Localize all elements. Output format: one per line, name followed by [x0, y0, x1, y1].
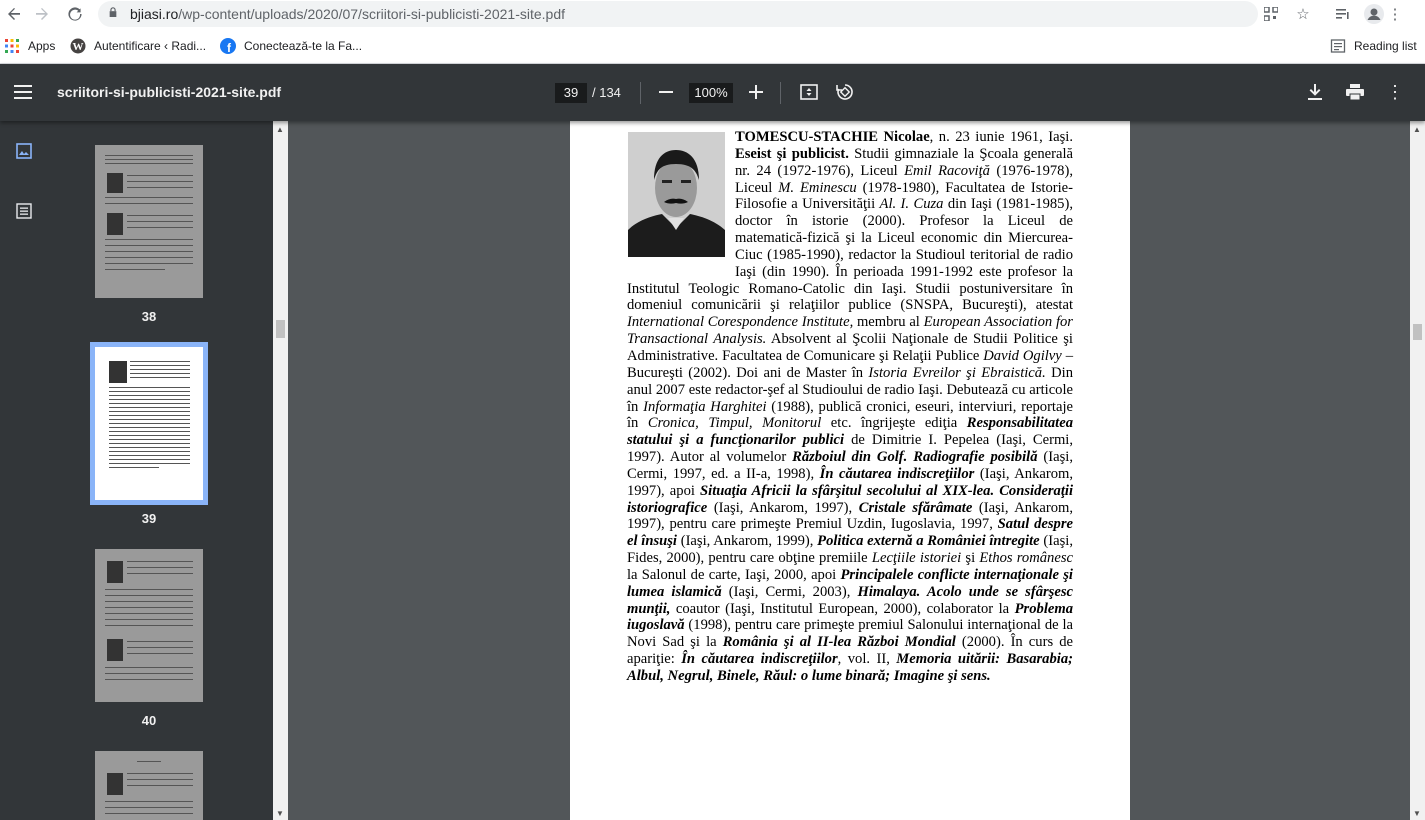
- page-number-input[interactable]: 39: [555, 83, 587, 103]
- toolbar-divider: [780, 82, 781, 104]
- reading-queue-icon[interactable]: [1332, 3, 1354, 25]
- thumbnail-page-number: 40: [141, 713, 157, 728]
- apps-grid-icon: [4, 38, 20, 54]
- page-thumbnail-active[interactable]: [95, 347, 203, 500]
- thumbnails-view-icon[interactable]: [12, 139, 36, 163]
- sidebar-scrollbar[interactable]: ▲ ▼: [273, 121, 288, 820]
- reading-list-button[interactable]: Reading list: [1330, 38, 1417, 54]
- address-bar[interactable]: [98, 1, 1258, 27]
- url-text: bjiasi.ro/wp-content/uploads/2020/07/scriitori-si-publicisti-2021-site.pdf: [130, 6, 565, 22]
- svg-text:W: W: [72, 41, 84, 53]
- zoom-in-icon[interactable]: [744, 80, 768, 104]
- profile-avatar-icon[interactable]: [1363, 3, 1385, 25]
- lock-icon: [108, 7, 118, 17]
- forward-icon[interactable]: [30, 2, 54, 26]
- facebook-icon: [220, 38, 236, 54]
- back-icon[interactable]: [2, 2, 26, 26]
- pdf-page: [570, 121, 1130, 820]
- pdf-viewer[interactable]: [288, 121, 1410, 820]
- zoom-input[interactable]: 100%: [689, 83, 733, 103]
- thumbnail-sidebar: [0, 121, 273, 820]
- reading-list-icon: [1330, 38, 1346, 54]
- qr-code-icon[interactable]: [1260, 3, 1282, 25]
- zoom-out-icon[interactable]: [654, 80, 678, 104]
- author-name: TOMESCU-STACHIE Nicolae: [735, 129, 930, 145]
- page-thumbnail[interactable]: [95, 549, 203, 702]
- biography-text: TOMESCU-STACHIE Nicolae, n. 23 iunie 1961, Iaşi. Eseist şi publicist. Studii gimnaziale la Şcoala generală nr. 24 (1972-1976), Liceul Emil Racoviţă (1976-1978), Liceul M. Eminescu (1978-1980), Facultatea de Istorie-Filosofie a Universităţii Al. I. Cuza din Iaşi (1981-1985), doctor în istorie (2000). Profesor la Liceul de matematică-fizică şi la Liceul economic din Miercurea-Ciuc (1985-1990), redactor la Studioul teritorial de radio Iaşi (din 1990). În perioada 1991-1992 este profesor la Institutul Teologic Romano-Catolic din Iaşi. Studii postuniversitare în domeniul comunicării şi relaţiilor publice (SNSPA, Bucureşti), atestat International Corespondence Institute, membru al European Association for Transactional Analysis. Absolvent al Şcolii Naţionale de Studii Politice şi Administrative. Facultatea de Comunicare şi Relaţii Publice David Ogilvy – Bucureşti (2002). Doi ani de Master în Istoria Evreilor şi Ebraistică. Din anul 2007 este redactor-şef al Studioului de radio Iaşi. Debutează cu articole în Informaţia Harghitei (1988), publică cronici, eseuri, interviuri, reportaje în Cronica, Timpul, Monitorul etc. îngrijeşte ediţia Responsabilitatea statului şi a funcţionarilor publici de Dimitrie I. Pepelea (Iaşi, Cermi, 1997). Autor al volumelor Războiul din Golf. Radiografie posibilă (Iaşi, Cermi, 1997, ed. a II-a, 1998), În căutarea indiscreţiilor (Iaşi, Ankarom, 1997), apoi Situaţia Africii la sfârşitul secolului al XIX-lea. Consideraţii istoriografice (Iaşi, Ankarom, 1997), Cristale sfărâmate (Iaşi, Ankarom, 1997), pentru care primeşte Premiul Uzdin, Iugoslavia, 1997, Satul despre el însuşi (Iaşi, Ankarom, 1999), Politica externă a României întregite (Iaşi, Fides, 2000), pentru care obţine premiile Lecţiile istoriei şi Ethos românesc la Salonul de carte, Iaşi, 2000, apoi Principalele conflicte internaţionale şi lumea islamică (Iaşi, Cermi, 2003), Himalaya. Acolo unde se sfârşesc munţii, coautor (Iaşi, Institutul European, 2000), colaborator la Problema iugoslavă (1998), pentru care primeşte premiul Salonului internaţional de la Novi Sad şi la România şi al II-lea Război Mondial (2000). În curs de apariţie: În căutarea indiscreţiilor, vol. II, Memoria uitării: Basarabia; Albul, Negrul, Binele, Răul: o lume binară; Imagine şi sens.: [627, 129, 1074, 684]
- page-total: / 134: [592, 85, 621, 100]
- document-title: scriitori-si-publicisti-2021-site.pdf: [57, 84, 282, 100]
- page-thumbnail[interactable]: [95, 145, 203, 298]
- toolbar-divider: [640, 82, 641, 104]
- page-thumbnail[interactable]: [95, 751, 203, 820]
- bookmarks-bar: [0, 29, 1425, 64]
- browser-toolbar: [0, 0, 1425, 29]
- main-scrollbar[interactable]: ▲ ▼: [1410, 121, 1425, 820]
- wordpress-icon: [70, 38, 86, 54]
- bookmark-apps[interactable]: Apps: [4, 38, 55, 54]
- thumbnail-page-number: 39: [141, 511, 157, 526]
- rotate-icon[interactable]: [833, 80, 857, 104]
- more-options-icon[interactable]: ⋮: [1386, 81, 1404, 102]
- download-icon[interactable]: [1303, 80, 1327, 104]
- reload-icon[interactable]: [63, 2, 87, 26]
- sidebar-menu-icon[interactable]: [11, 80, 35, 104]
- svg-text:f: f: [227, 41, 231, 54]
- bookmark-facebook[interactable]: f Conectează-te la Fa...: [220, 38, 362, 54]
- browser-menu-icon[interactable]: ⋮: [1387, 6, 1403, 23]
- fit-to-page-icon[interactable]: [797, 80, 821, 104]
- outline-view-icon[interactable]: [12, 199, 36, 223]
- print-icon[interactable]: [1343, 80, 1367, 104]
- bookmark-wordpress[interactable]: W Autentificare ‹ Radi...: [70, 38, 206, 54]
- bookmark-star-icon[interactable]: ☆: [1296, 6, 1310, 23]
- thumbnail-page-number: 38: [141, 309, 157, 324]
- pdf-toolbar: [0, 64, 1425, 121]
